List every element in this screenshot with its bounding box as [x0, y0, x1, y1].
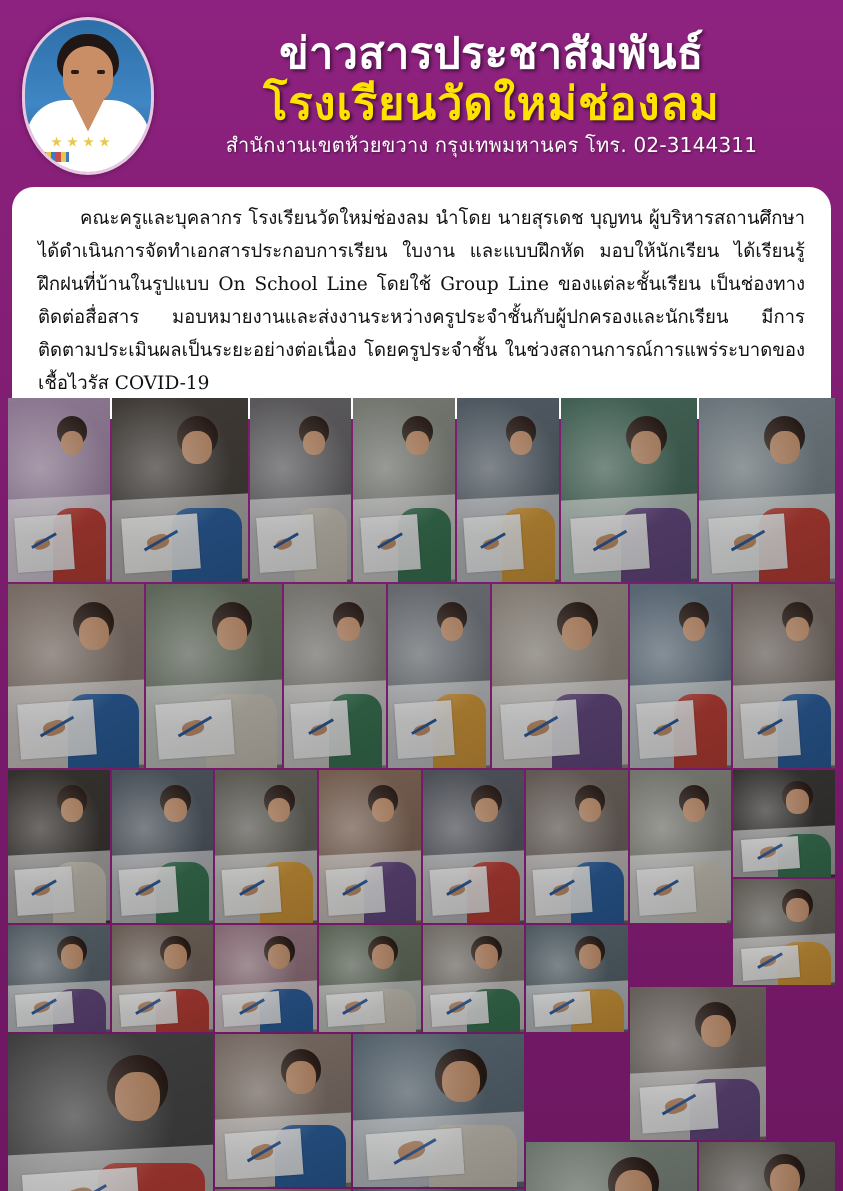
collage-photo	[699, 1142, 835, 1191]
photo-student-face-shape	[579, 798, 601, 822]
photo-student-face-shape	[442, 1061, 480, 1102]
collage-photo	[8, 925, 110, 1032]
collage-photo	[353, 398, 455, 582]
photo-student-face-shape	[631, 431, 661, 464]
collage-photo	[215, 1034, 351, 1187]
portrait-face	[63, 46, 113, 104]
collage-photo	[319, 925, 421, 1032]
photo-student-face-shape	[164, 944, 186, 968]
photo-student-face-shape	[372, 798, 394, 822]
collage-photo	[526, 1142, 697, 1191]
collage-photo	[353, 1034, 524, 1187]
photo-student-face-shape	[61, 944, 83, 968]
collage-photo	[284, 584, 386, 768]
photo-student-face-shape	[683, 617, 705, 641]
photo-student-face-shape	[562, 617, 592, 650]
collage-photo	[423, 770, 525, 923]
portrait-eye-right	[97, 70, 105, 74]
photo-student-face-shape	[337, 617, 359, 641]
photo-student-face-shape	[303, 431, 325, 455]
photo-student-face-shape	[475, 944, 497, 968]
collage-photo	[215, 770, 317, 923]
photo-student-face-shape	[79, 617, 109, 650]
collage-photo	[526, 925, 628, 1032]
portrait-eye-left	[71, 70, 79, 74]
photo-student-face-shape	[475, 798, 497, 822]
collage-photo	[457, 398, 559, 582]
photo-student-face-shape	[510, 431, 532, 455]
photo-student-face-shape	[268, 798, 290, 822]
photo-student-face-shape	[115, 1072, 160, 1121]
photo-student-face-shape	[786, 617, 808, 641]
director-portrait	[22, 17, 154, 175]
photo-student-face-shape	[441, 617, 463, 641]
photo-student-face-shape	[61, 431, 83, 455]
uniform-ribbon-icon	[41, 152, 69, 162]
photo-student-face-shape	[579, 944, 601, 968]
collage-photo	[112, 925, 214, 1032]
announcement-body: คณะครูและบุคลากร โรงเรียนวัดใหม่ช่องลม นำโดย นายสุรเดช บุญทน ผู้บริหารสถานศึกษา ได้ดำเนินการจัดทำเอกสารประกอบการเรียน ใบงาน และแบบฝึกหัด มอบให้นักเรียน ได้เรียนรู้ฝึกฝนที่บ้านในรูปแบบ On School Line โดยใช้ Group Line ของแต่ละชั้นเรียน เป็นช่องทางติดต่อสื่อสาร มอบหมายงานและส่งงานระหว่างครูประจำชั้นกับผู้ปกครองและนักเรียน มีการติดตามประเมินผลเป็นระยะอย่างต่อเนื่อง โดยครูประจำชั้น ในช่วงสถานการณ์การแพร่ระบาดของเชื้อไวรัส COVID-19	[38, 208, 805, 394]
collage-photo	[8, 398, 110, 582]
collage-photo	[215, 925, 317, 1032]
photo-student-face-shape	[164, 798, 186, 822]
photo-student-face-shape	[786, 789, 808, 813]
collage-photo	[733, 879, 835, 986]
photo-student-face-shape	[286, 1061, 316, 1094]
collage-photo	[630, 987, 766, 1140]
photo-student-face-shape	[61, 798, 83, 822]
collage-photo	[112, 398, 248, 582]
photo-student-face-shape	[372, 944, 394, 968]
collage-photo	[8, 1034, 213, 1191]
photo-student-face-shape	[683, 798, 705, 822]
collage-photo	[250, 398, 352, 582]
collage-photo	[733, 584, 835, 768]
school-office-contact: สำนักงานเขตห้วยขวาง กรุงเทพมหานคร โทร. 02-3144311	[225, 133, 758, 158]
photo-student-face-shape	[701, 1015, 731, 1048]
collage-photo	[146, 584, 282, 768]
poster-title: ข่าวสารประชาสัมพันธ์	[279, 28, 704, 79]
photo-student-face-shape	[268, 944, 290, 968]
collage-photo	[423, 925, 525, 1032]
collage-photo	[630, 770, 732, 923]
photo-student-face-shape	[770, 431, 800, 464]
collage-photo	[8, 770, 110, 923]
photo-student-face-shape	[217, 617, 247, 650]
collage-photo	[388, 584, 490, 768]
collage-photo	[526, 770, 628, 923]
collage-photo	[561, 398, 697, 582]
school-name: โรงเรียนวัดใหม่ช่องลม	[263, 77, 720, 131]
collage-photo	[112, 770, 214, 923]
collage-photo	[319, 770, 421, 923]
photo-student-face-shape	[770, 1164, 800, 1191]
collage-photo	[492, 584, 628, 768]
photo-student-face-shape	[786, 898, 808, 922]
collage-photo	[699, 398, 835, 582]
photo-student-face-shape	[182, 431, 212, 464]
header-text-block	[154, 28, 835, 161]
collage-photo	[733, 770, 835, 877]
collage-photo	[630, 584, 732, 768]
collage-photo	[8, 584, 144, 768]
announcement-card	[12, 187, 831, 419]
photo-student-face-shape	[406, 431, 428, 455]
poster-header	[8, 8, 835, 183]
photo-collage	[8, 398, 835, 1191]
